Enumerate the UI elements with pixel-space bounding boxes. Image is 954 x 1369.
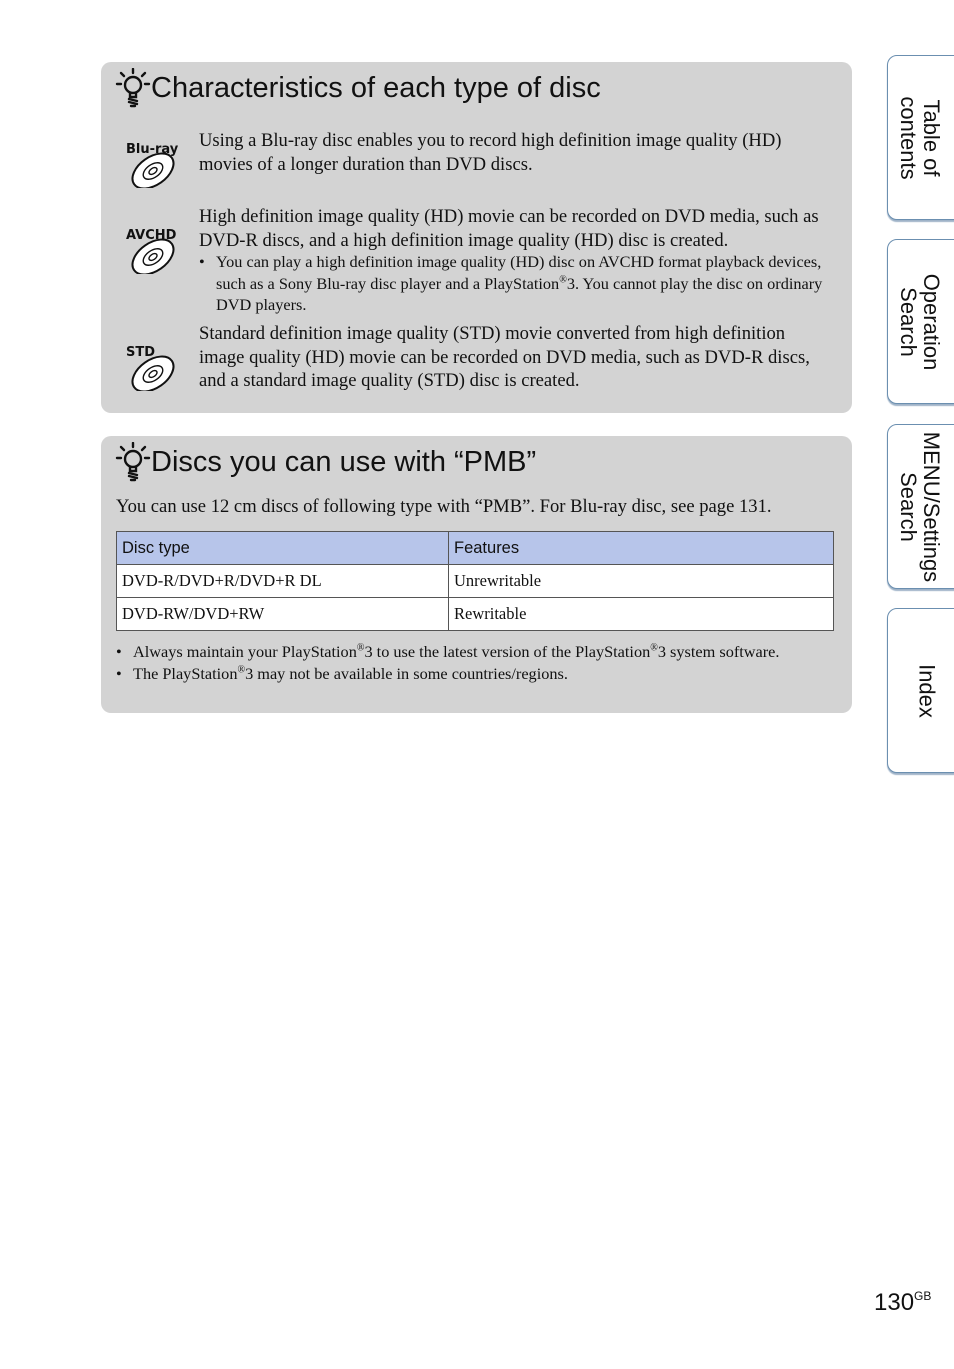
bluray-description: Using a Blu-ray disc enables you to record high definition image quality (HD) movies of a longer duration than DVD discs. [199, 130, 782, 175]
table-row [117, 598, 834, 631]
table-cell: Unrewritable [449, 565, 834, 598]
avchd-disc-icon [123, 224, 179, 274]
bullet: • [199, 252, 205, 271]
note-text: 3. You cannot play the disc on ordinary DVD players. [216, 273, 823, 314]
tip-text: Always maintain your PlayStation [133, 642, 357, 661]
tab-label-line: MENU/Settings [919, 431, 944, 582]
column-header: Disc type [117, 532, 449, 565]
note-text: You can play a high definition image quality (HD) disc on AVCHD format playback devices, such as a Sony Blu-ray disc player and a PlayStation [216, 252, 822, 293]
page-number-suffix: GB [914, 1289, 932, 1303]
registered-mark: ® [356, 642, 365, 654]
hint-bulb-icon [115, 68, 151, 108]
table-header-row [117, 532, 834, 565]
list-item [116, 641, 846, 662]
avchd-description: High definition image quality (HD) movie can be recorded on DVD media, such as DVD-R discs, and a high definition image quality (HD) disc is created. [199, 206, 819, 251]
section-title [115, 442, 536, 482]
tab-menu-settings-search[interactable] [887, 424, 954, 589]
tab-label-line: Index [914, 663, 940, 718]
tab-label-line: Operation [919, 273, 944, 370]
table-cell: DVD-R/DVD+R/DVD+R DL [117, 565, 449, 598]
table-cell: Rewritable [449, 598, 834, 631]
table-row [117, 565, 834, 598]
section-title-text: Characteristics of each type of disc [151, 71, 601, 104]
hint-bulb-icon [115, 442, 151, 482]
tab-label-line: Search [896, 471, 921, 542]
tab-label-line: Search [896, 286, 921, 357]
bullet: • [116, 642, 122, 661]
tab-index[interactable] [887, 608, 954, 773]
tab-label-line: contents [896, 95, 921, 180]
section-title-text: Discs you can use with “PMB” [151, 445, 537, 478]
tab-label-line: Table of [919, 98, 944, 177]
tab-label [916, 664, 939, 718]
registered-mark: ® [650, 642, 658, 654]
disc-icon-label: STD [126, 345, 156, 360]
std-description: Standard definition image quality (STD) movie converted from high definition image quality (HD) movie can be recorded on DVD media, such as DVD-R discs, and a standard image quality (STD) disc is created. [199, 323, 810, 391]
table-cell: DVD-RW/DVD+RW [117, 598, 449, 631]
characteristics-section [101, 62, 852, 413]
tip-text: 3 system software. [657, 642, 780, 661]
std-disc-icon [123, 341, 179, 391]
intro-text: You can use 12 cm discs of following type with “PMB”. For Blu-ray disc, see page 131. [116, 496, 772, 517]
avchd-note [199, 251, 829, 316]
bluray-disc-icon [123, 138, 179, 188]
tip-text: 3 may not be available in some countries/regions. [245, 664, 568, 683]
tip-text: 3 to use the latest version of the PlayStation [364, 642, 651, 661]
registered-mark: ® [237, 664, 246, 676]
bullet: • [116, 664, 122, 683]
column-header: Features [449, 532, 834, 565]
disc-type-table [116, 531, 834, 631]
tab-label [897, 96, 943, 179]
tip-text: The PlayStation [133, 664, 238, 683]
page-number-value: 130 [874, 1289, 915, 1316]
pmb-discs-section [101, 436, 852, 713]
page-number [874, 1289, 931, 1317]
tab-label [897, 431, 943, 581]
disc-icon-label: Blu-ray [126, 142, 179, 157]
section-title [115, 68, 601, 108]
disc-icon-label: AVCHD [126, 228, 177, 243]
tab-label [897, 273, 943, 370]
registered-mark: ® [559, 274, 567, 286]
list-item [116, 663, 846, 684]
tab-table-of-contents[interactable] [887, 55, 954, 220]
tab-operation-search[interactable] [887, 239, 954, 404]
